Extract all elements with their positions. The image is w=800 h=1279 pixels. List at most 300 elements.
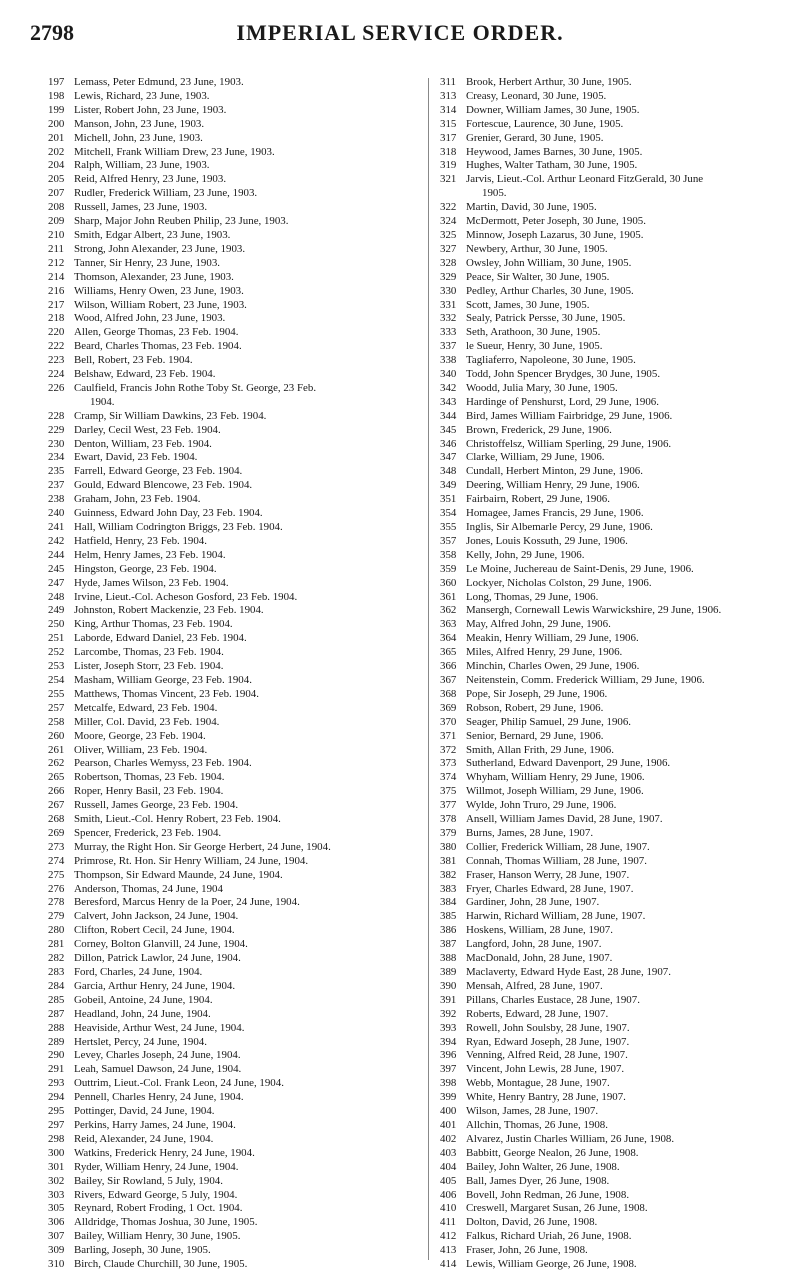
- list-item: [440, 618, 792, 632]
- entry-text: Hall, William Codrington Briggs, 23 Feb. 1904.: [74, 521, 283, 533]
- entry-number: 279: [48, 910, 65, 923]
- list-item: [48, 1077, 418, 1091]
- entry-continuation: 1905.: [482, 187, 507, 200]
- entry-number: 367: [440, 673, 457, 686]
- entry-number: 325: [440, 228, 457, 241]
- list-item: [48, 438, 418, 452]
- list-item: [48, 1244, 418, 1258]
- entry-text: Alvarez, Justin Charles William, 26 June, 1908.: [466, 1132, 675, 1145]
- list-item: [440, 396, 792, 410]
- list-item: [48, 493, 418, 507]
- entry-number: 290: [48, 1049, 65, 1062]
- list-item: [48, 702, 418, 716]
- entry-text: Owsley, John William, 30 June, 1905.: [466, 256, 632, 269]
- entry-number: 238: [48, 493, 65, 506]
- entry-text: Venning, Alfred Reid, 28 June, 1907.: [466, 1049, 628, 1062]
- entry-text: Graham, John, 23 Feb. 1904.: [74, 493, 201, 506]
- list-item: [440, 1049, 792, 1063]
- list-item: [440, 869, 792, 883]
- entry-number: 363: [440, 618, 457, 631]
- entry-text: Fraser, Hanson Werry, 28 June, 1907.: [466, 868, 630, 881]
- list-item: [48, 1147, 418, 1161]
- entry-text: Cramp, Sir William Dawkins, 23 Feb. 1904.: [74, 409, 267, 422]
- entry-number: 220: [48, 326, 65, 339]
- entry-number: 338: [440, 354, 457, 367]
- entry-number: 260: [48, 729, 65, 742]
- entry-text: Connah, Thomas William, 28 June, 1907.: [466, 854, 647, 867]
- entry-text: Spencer, Frederick, 23 Feb. 1904.: [74, 826, 222, 839]
- list-item: [48, 1049, 418, 1063]
- entry-text: Ball, James Dyer, 26 June, 1908.: [466, 1174, 610, 1187]
- entry-number: 313: [440, 89, 457, 102]
- entry-text: Wilson, James, 28 June, 1907.: [466, 1105, 599, 1118]
- entry-text: Cundall, Herbert Minton, 29 June, 1906.: [466, 465, 643, 478]
- list-item: [440, 604, 792, 618]
- list-item: [48, 285, 418, 299]
- entry-text: Strong, John Alexander, 23 June, 1903.: [74, 242, 246, 255]
- list-item: [440, 1147, 792, 1161]
- entry-continuation: 1904.: [90, 395, 115, 408]
- list-item: [48, 1091, 418, 1105]
- list-item: [48, 771, 418, 785]
- entry-text: Downer, William James, 30 June, 1905.: [466, 103, 640, 116]
- entry-text: Beresford, Marcus Henry de la Poer, 24 June, 1904.: [74, 896, 300, 909]
- entry-text: Rivers, Edward George, 5 July, 1904.: [74, 1188, 238, 1201]
- entry-text: Ansell, William James David, 28 June, 1907.: [466, 813, 663, 826]
- list-item: [440, 243, 792, 257]
- entry-text: Wood, Alfred John, 23 June, 1903.: [74, 312, 226, 325]
- entry-text: Grenier, Gerard, 30 June, 1905.: [466, 131, 604, 144]
- entry-text: Lewis, William George, 26 June, 1908.: [466, 1258, 637, 1271]
- list-item: [48, 924, 418, 938]
- entry-text: Russell, James, 23 June, 1903.: [74, 201, 208, 214]
- entry-number: 324: [440, 215, 457, 228]
- entry-text: Gardiner, John, 28 June, 1907.: [466, 896, 600, 909]
- entry-text: Webb, Montague, 28 June, 1907.: [466, 1077, 610, 1090]
- entry-text: Falkus, Richard Uriah, 26 June, 1908.: [466, 1230, 632, 1243]
- entry-text: Matthews, Thomas Vincent, 23 Feb. 1904.: [74, 687, 259, 700]
- entry-number: 399: [440, 1091, 457, 1104]
- entry-text: Todd, John Spencer Brydges, 30 June, 1905.: [466, 368, 661, 381]
- entry-text: Whyham, William Henry, 29 June, 1906.: [466, 771, 645, 784]
- list-item: [48, 187, 418, 201]
- list-item: [440, 340, 792, 354]
- entry-text: Peace, Sir Walter, 30 June, 1905.: [466, 270, 610, 283]
- entry-text: Metcalfe, Edward, 23 Feb. 1904.: [74, 701, 218, 714]
- entry-number: 249: [48, 604, 65, 617]
- list-item: [48, 618, 418, 632]
- entry-text: Allen, George Thomas, 23 Feb. 1904.: [74, 326, 239, 339]
- entry-text: Levey, Charles Joseph, 24 June, 1904.: [74, 1049, 241, 1062]
- list-item: [440, 271, 792, 285]
- list-item: [440, 980, 792, 994]
- entry-text: Jarvis, Lieut.-Col. Arthur Leonard FitzGerald, 30 June: [466, 173, 704, 186]
- entry-number: 295: [48, 1105, 65, 1118]
- entry-number: 414: [440, 1258, 457, 1271]
- entry-number: 374: [440, 771, 457, 784]
- entry-text: McDermott, Peter Joseph, 30 June, 1905.: [466, 215, 646, 228]
- list-item: [440, 410, 792, 424]
- list-item: [440, 688, 792, 702]
- entry-number: 311: [440, 76, 456, 88]
- entry-number: 385: [440, 910, 457, 923]
- entry-number: 218: [48, 312, 65, 325]
- entry-number: 199: [48, 103, 65, 116]
- entry-number: 235: [48, 465, 65, 478]
- entry-text: Beard, Charles Thomas, 23 Feb. 1904.: [74, 340, 242, 353]
- list-item: [48, 591, 418, 605]
- list-item: [48, 354, 418, 368]
- entry-number: 402: [440, 1132, 457, 1145]
- entry-text: Miles, Alfred Henry, 29 June, 1906.: [466, 646, 623, 659]
- list-item: [48, 716, 418, 730]
- page-number: 2798: [30, 20, 74, 45]
- entry-text: Heywood, James Barnes, 30 June, 1905.: [466, 145, 643, 158]
- entry-text: Heaviside, Arthur West, 24 June, 1904.: [74, 1021, 245, 1034]
- list-item: [48, 799, 418, 813]
- entry-text: Minnow, Joseph Lazarus, 30 June, 1905.: [466, 228, 644, 241]
- entry-number: 242: [48, 534, 65, 547]
- entry-text: Robson, Robert, 29 June, 1906.: [466, 701, 604, 714]
- entry-number: 377: [440, 799, 457, 812]
- entry-text: Ryder, William Henry, 24 June, 1904.: [74, 1160, 239, 1173]
- entry-number: 346: [440, 437, 457, 450]
- entry-text: Wylde, John Truro, 29 June, 1906.: [466, 799, 617, 812]
- entry-number: 309: [48, 1244, 65, 1257]
- entry-number: 297: [48, 1118, 65, 1131]
- entry-text: Kelly, John, 29 June, 1906.: [466, 548, 585, 561]
- entry-number: 276: [48, 882, 65, 895]
- entry-text: Hoskens, William, 28 June, 1907.: [466, 924, 613, 937]
- list-item: [440, 1036, 792, 1050]
- entry-text: Woodd, Julia Mary, 30 June, 1905.: [466, 381, 618, 394]
- entry-text: Creswell, Margaret Susan, 26 June, 1908.: [466, 1202, 648, 1215]
- list-item: [48, 855, 418, 869]
- entry-number: 391: [440, 993, 457, 1006]
- list-item: [440, 368, 792, 382]
- entry-text: le Sueur, Henry, 30 June, 1905.: [466, 340, 603, 353]
- entry-text: Lockyer, Nicholas Colston, 29 June, 1906.: [466, 576, 652, 589]
- list-item: [440, 76, 792, 90]
- entry-number: 275: [48, 868, 65, 881]
- entry-number: 372: [440, 743, 457, 756]
- list-item: [48, 1022, 418, 1036]
- entry-text: Pillans, Charles Eustace, 28 June, 1907.: [466, 993, 640, 1006]
- entry-number: 200: [48, 117, 65, 130]
- entry-number: 359: [440, 562, 457, 575]
- list-item: [48, 994, 418, 1008]
- entry-number: 288: [48, 1021, 65, 1034]
- entry-text: Sealy, Patrick Persse, 30 June, 1905.: [466, 312, 626, 325]
- entry-text: Bailey, John Walter, 26 June, 1908.: [466, 1160, 620, 1173]
- entry-text: Lemass, Peter Edmund, 23 June, 1903.: [74, 76, 244, 88]
- entry-number: 252: [48, 646, 65, 659]
- entry-text: Reid, Alexander, 24 June, 1904.: [74, 1132, 214, 1145]
- entry-number: 357: [440, 534, 457, 547]
- list-item: [440, 549, 792, 563]
- list-item: [48, 896, 418, 910]
- list-item: [48, 938, 418, 952]
- entry-text: Hughes, Walter Tatham, 30 June, 1905.: [466, 159, 638, 172]
- entry-number: 289: [48, 1035, 65, 1048]
- list-item: [440, 479, 792, 493]
- list-item: [48, 90, 418, 104]
- entry-number: 317: [440, 131, 457, 144]
- entry-number: 404: [440, 1160, 457, 1173]
- entry-number: 269: [48, 826, 65, 839]
- entry-text: Creasy, Leonard, 30 June, 1905.: [466, 89, 607, 102]
- entry-number: 360: [440, 576, 457, 589]
- entry-text: Smith, Lieut.-Col. Henry Robert, 23 Feb. 1904.: [74, 813, 281, 826]
- entry-text: Denton, William, 23 Feb. 1904.: [74, 437, 212, 450]
- list-item: [48, 660, 418, 674]
- entry-text: Tanner, Sir Henry, 23 June, 1903.: [74, 256, 220, 269]
- entry-number: 358: [440, 548, 457, 561]
- entry-text: Brook, Herbert Arthur, 30 June, 1905.: [466, 76, 632, 88]
- list-item: [440, 146, 792, 160]
- list-item: [48, 1063, 418, 1077]
- entry-number: 329: [440, 270, 457, 283]
- entry-text: Mansergh, Cornewall Lewis Warwickshire, 29 June, 1906.: [466, 604, 722, 617]
- list-item: [440, 173, 792, 187]
- list-item: [440, 1189, 792, 1203]
- list-item: [440, 744, 792, 758]
- entry-number: 321: [440, 173, 457, 186]
- entry-number: 343: [440, 395, 457, 408]
- list-item: [48, 1230, 418, 1244]
- entry-text: Langford, John, 28 June, 1907.: [466, 938, 602, 951]
- entry-text: Mensah, Alfred, 28 June, 1907.: [466, 979, 603, 992]
- list-item: [440, 1022, 792, 1036]
- entry-number: 327: [440, 242, 457, 255]
- list-item: [48, 966, 418, 980]
- entry-number: 282: [48, 952, 65, 965]
- list-item: [48, 340, 418, 354]
- entry-number: 278: [48, 896, 65, 909]
- page-header: [0, 0, 800, 60]
- entry-number: 340: [440, 368, 457, 381]
- entry-text: Ryan, Edward Joseph, 28 June, 1907.: [466, 1035, 630, 1048]
- list-item: [440, 646, 792, 660]
- entry-number: 369: [440, 701, 457, 714]
- column-divider: [428, 78, 429, 1260]
- list-item: [440, 716, 792, 730]
- entry-text: Deering, William Henry, 29 June, 1906.: [466, 479, 640, 492]
- entry-number: 345: [440, 423, 457, 436]
- entry-text: Roper, Henry Basil, 23 Feb. 1904.: [74, 785, 224, 798]
- entry-number: 245: [48, 562, 65, 575]
- entry-number: 390: [440, 979, 457, 992]
- list-item: [440, 382, 792, 396]
- entry-number: 204: [48, 159, 65, 172]
- entry-text: Christoffelsz, William Sperling, 29 June, 1906.: [466, 437, 672, 450]
- list-item: [48, 688, 418, 702]
- list-item: [440, 924, 792, 938]
- entry-number: 398: [440, 1077, 457, 1090]
- list-item: [440, 771, 792, 785]
- entry-number: 306: [48, 1216, 65, 1229]
- list-item: [48, 1258, 418, 1272]
- list-item: [48, 271, 418, 285]
- entry-number: 410: [440, 1202, 457, 1215]
- entry-text: Long, Thomas, 29 June, 1906.: [466, 590, 599, 603]
- entry-text: Anderson, Thomas, 24 June, 1904: [74, 882, 223, 895]
- entry-number: 383: [440, 882, 457, 895]
- entry-number: 412: [440, 1230, 457, 1243]
- list-item: [440, 994, 792, 1008]
- entry-number: 305: [48, 1202, 65, 1215]
- list-item: [440, 702, 792, 716]
- list-item: [48, 382, 418, 396]
- entry-number: 344: [440, 409, 457, 422]
- list-item: [48, 104, 418, 118]
- list-item: [48, 577, 418, 591]
- entry-text: Burns, James, 28 June, 1907.: [466, 826, 594, 839]
- list-item: [48, 535, 418, 549]
- entry-text: Thomson, Alexander, 23 June, 1903.: [74, 270, 234, 283]
- list-item: [48, 132, 418, 146]
- entry-text: Seth, Arathoon, 30 June, 1905.: [466, 326, 601, 339]
- list-item: [48, 604, 418, 618]
- entry-text: Minchin, Charles Owen, 29 June, 1906.: [466, 660, 640, 673]
- entry-text: Dillon, Patrick Lawlor, 24 June, 1904.: [74, 952, 241, 965]
- list-item: [440, 257, 792, 271]
- entry-number: 226: [48, 381, 65, 394]
- entry-number: 216: [48, 284, 65, 297]
- list-item: [440, 855, 792, 869]
- list-item: [48, 1161, 418, 1175]
- entry-text: Ralph, William, 23 June, 1903.: [74, 159, 210, 172]
- list-item: [440, 813, 792, 827]
- entry-text: Babbitt, George Nealon, 26 June, 1908.: [466, 1146, 639, 1159]
- entry-text: Willmot, Joseph William, 29 June, 1906.: [466, 785, 644, 798]
- entry-text: Bell, Robert, 23 Feb. 1904.: [74, 354, 193, 367]
- list-item: [440, 896, 792, 910]
- entry-text: Rudler, Frederick William, 23 June, 1903.: [74, 187, 258, 200]
- entry-number: 401: [440, 1118, 457, 1131]
- entry-text: King, Arthur Thomas, 23 Feb. 1904.: [74, 618, 233, 631]
- list-item: [440, 1202, 792, 1216]
- list-item: [440, 1216, 792, 1230]
- list-item: [48, 730, 418, 744]
- entry-text: Inglis, Sir Albemarle Percy, 29 June, 1906.: [466, 521, 653, 533]
- list-item: [48, 201, 418, 215]
- entry-text: Hyde, James Wilson, 23 Feb. 1904.: [74, 576, 229, 589]
- entry-number: 403: [440, 1146, 457, 1159]
- entry-number: 237: [48, 479, 65, 492]
- entry-number: 396: [440, 1049, 457, 1062]
- entry-number: 302: [48, 1174, 65, 1187]
- list-item: [48, 1216, 418, 1230]
- list-item: [440, 841, 792, 855]
- entry-text: Birch, Claude Churchill, 30 June, 1905.: [74, 1258, 248, 1271]
- entry-number: 333: [440, 326, 457, 339]
- list-item: [48, 521, 418, 535]
- list-item: [440, 883, 792, 897]
- list-item: [440, 1161, 792, 1175]
- entry-number: 280: [48, 924, 65, 937]
- list-item: [48, 118, 418, 132]
- entry-number: 315: [440, 117, 457, 130]
- entry-number: 228: [48, 409, 65, 422]
- entry-text: Hertslet, Percy, 24 June, 1904.: [74, 1035, 207, 1048]
- entry-text: Belshaw, Edward, 23 Feb. 1904.: [74, 368, 216, 381]
- entry-number: 405: [440, 1174, 457, 1187]
- list-item: [48, 451, 418, 465]
- list-item: [48, 549, 418, 563]
- entry-number: 285: [48, 993, 65, 1006]
- entry-number: 348: [440, 465, 457, 478]
- entry-number: 266: [48, 785, 65, 798]
- entry-number: 217: [48, 298, 65, 311]
- list-item: [440, 660, 792, 674]
- entry-number: 262: [48, 757, 65, 770]
- list-item: [48, 173, 418, 187]
- entry-number: 241: [48, 521, 65, 533]
- entry-number: 224: [48, 368, 65, 381]
- list-item: [48, 674, 418, 688]
- list-item: [48, 229, 418, 243]
- list-item: [48, 1008, 418, 1022]
- list-item: [440, 1063, 792, 1077]
- list-item: [48, 910, 418, 924]
- entry-text: Masham, William George, 23 Feb. 1904.: [74, 673, 252, 686]
- entry-number: 303: [48, 1188, 65, 1201]
- entry-text: Vincent, John Lewis, 28 June, 1907.: [466, 1063, 625, 1076]
- entry-text: Guinness, Edward John Day, 23 Feb. 1904.: [74, 507, 263, 520]
- entry-text: Scott, James, 30 June, 1905.: [466, 298, 590, 311]
- entry-number: 388: [440, 952, 457, 965]
- entry-text: Johnston, Robert Mackenzie, 23 Feb. 1904.: [74, 604, 264, 617]
- list-item: [440, 424, 792, 438]
- entry-text: Oliver, William, 23 Feb. 1904.: [74, 743, 208, 756]
- list-item: [440, 535, 792, 549]
- entry-number: 365: [440, 646, 457, 659]
- entry-text: Pennell, Charles Henry, 24 June, 1904.: [74, 1091, 244, 1104]
- entry-text: Clifton, Robert Cecil, 24 June, 1904.: [74, 924, 235, 937]
- left-column: [48, 76, 418, 1272]
- entry-text: Maclaverty, Edward Hyde East, 28 June, 1907.: [466, 966, 671, 978]
- list-item: [48, 883, 418, 897]
- list-item: [440, 132, 792, 146]
- list-item: [48, 1189, 418, 1203]
- entry-number: 310: [48, 1258, 65, 1271]
- entry-text: Headland, John, 24 June, 1904.: [74, 1007, 211, 1020]
- entry-number: 406: [440, 1188, 457, 1201]
- list-item: [48, 299, 418, 313]
- entry-text: Alldridge, Thomas Joshua, 30 June, 1905.: [74, 1216, 258, 1229]
- entry-number: 301: [48, 1160, 65, 1173]
- entry-text: Smith, Edgar Albert, 23 June, 1903.: [74, 228, 231, 241]
- entry-number: 212: [48, 256, 65, 269]
- entry-text: Primrose, Rt. Hon. Sir Henry William, 24 June, 1904.: [74, 854, 309, 867]
- entry-text: Reid, Alfred Henry, 23 June, 1903.: [74, 173, 227, 186]
- entry-text: Lister, Robert John, 23 June, 1903.: [74, 103, 227, 116]
- entry-text: Martin, David, 30 June, 1905.: [466, 201, 597, 214]
- entry-number: 234: [48, 451, 65, 464]
- entry-number: 389: [440, 966, 457, 978]
- list-item: [440, 1230, 792, 1244]
- entry-text: Tagliaferro, Napoleone, 30 June, 1905.: [466, 354, 636, 367]
- entry-text: Fairbairn, Robert, 29 June, 1906.: [466, 493, 610, 506]
- entry-number: 351: [440, 493, 457, 506]
- entry-number: 394: [440, 1035, 457, 1048]
- right-column: [440, 76, 792, 1272]
- entry-number: 298: [48, 1132, 65, 1145]
- list-item: [48, 1119, 418, 1133]
- entry-text: Hingston, George, 23 Feb. 1904.: [74, 562, 217, 575]
- entry-number: 281: [48, 938, 65, 951]
